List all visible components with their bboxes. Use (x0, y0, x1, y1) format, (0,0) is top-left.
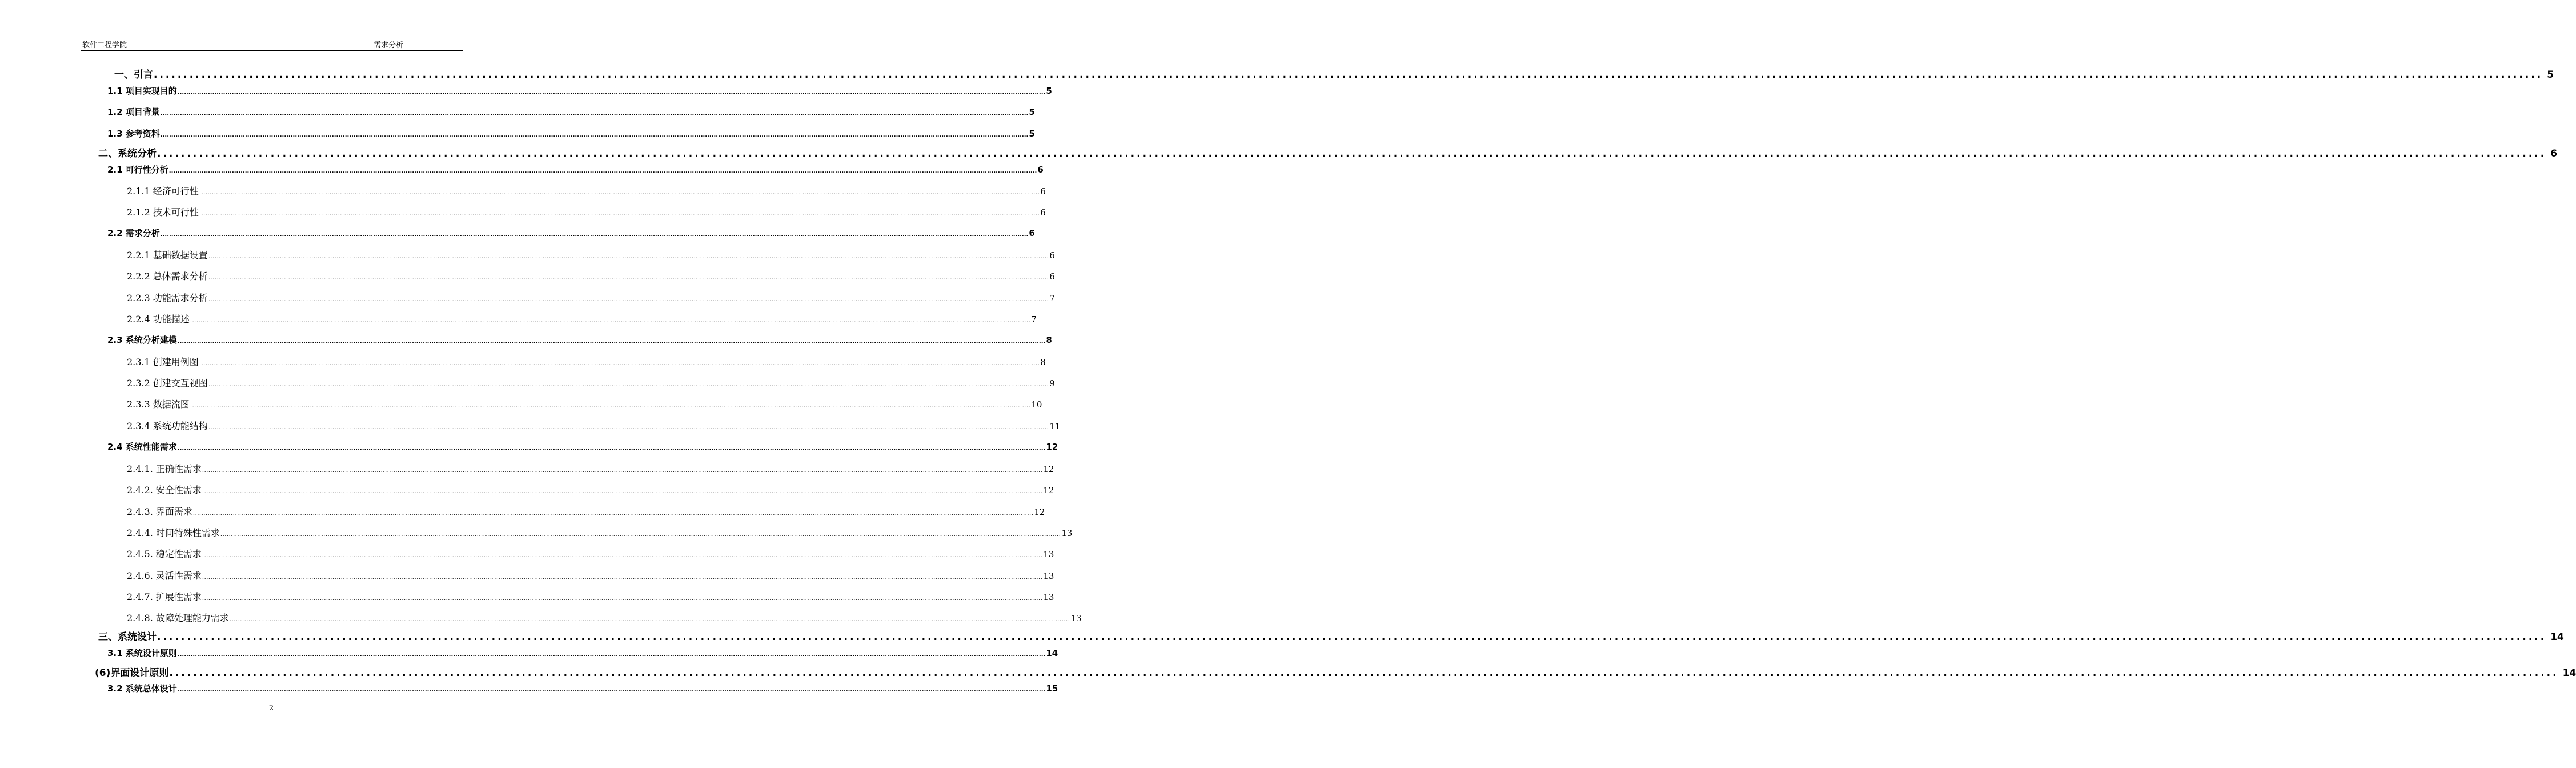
toc-entry[interactable] (114, 66, 2554, 81)
toc-entry-title: 2.2.4 功能描述 (127, 314, 190, 325)
toc-entry[interactable] (127, 505, 1045, 518)
toc-entry-page: 5 (1029, 107, 1035, 117)
toc-entry-title: 2.3.3 数据流图 (127, 399, 190, 410)
toc-entry[interactable] (107, 334, 1052, 347)
toc-entry-title: 一、引言 (114, 69, 153, 81)
toc-entry-title: 2.1.2 技术可行性 (127, 207, 199, 218)
toc-entry[interactable] (127, 526, 1073, 539)
toc-leader-dots: ................................................................................................................................................................................................................................................................................................................................................................................................................ (168, 168, 1037, 174)
toc-entry[interactable] (107, 227, 1035, 241)
toc-entry[interactable] (107, 682, 1058, 696)
toc-leader-dots: ................................................................................................................................................................................................................................................................................................................................................................................................................ (160, 110, 1029, 117)
toc-entry-page: 7 (1049, 293, 1055, 303)
toc-entry-title: 2.1.1 经济可行性 (127, 186, 199, 197)
toc-entry-title: 2.1 可行性分析 (107, 165, 168, 175)
toc-entry[interactable] (127, 205, 1046, 219)
toc-entry-title: 2.4.4. 时间特殊性需求 (127, 527, 220, 538)
toc-leader-dots: ................................................................................................................................................................................................................................................................................................................................................................................................................ (169, 667, 2559, 679)
toc-entry[interactable] (127, 184, 1046, 198)
toc-leader-dots: ................................................................................................................................................................................................................................................................................................................................................................................................................ (177, 338, 1046, 345)
toc-entry-title: 二、系统分析 (98, 148, 157, 159)
toc-leader-dots: ................................................................................................................................................................................................................................................................................................................................................................................................................ (160, 231, 1029, 238)
toc-entry-page: 6 (1040, 207, 1046, 218)
toc-entry-page: 6 (2550, 148, 2558, 159)
toc-entry-page: 13 (1070, 613, 1082, 623)
toc-leader-dots: ................................................................................................................................................................................................................................................................................................................................................................................................................ (160, 132, 1029, 138)
toc-leader-dots: ................................................................................................................................................................................................................................................................................................................................................................................................................ (208, 425, 1049, 431)
toc-entry-title: 1.1 项目实现目的 (107, 86, 177, 96)
toc-entry-page: 13 (1043, 592, 1054, 602)
toc-leader-dots: ................................................................................................................................................................................................................................................................................................................................................................................................................ (157, 148, 2547, 159)
toc-entry-page: 6 (1040, 186, 1046, 197)
toc-entry-page: 6 (1037, 165, 1044, 175)
toc-entry[interactable] (127, 569, 1054, 582)
toc-leader-dots: ................................................................................................................................................................................................................................................................................................................................................................................................................ (202, 489, 1043, 495)
toc-leader-dots: ................................................................................................................................................................................................................................................................................................................................................................................................................ (202, 467, 1043, 474)
toc-leader-dots: ................................................................................................................................................................................................................................................................................................................................................................................................................ (177, 651, 1046, 658)
toc-leader-dots: ................................................................................................................................................................................................................................................................................................................................................................................................................ (190, 403, 1031, 409)
toc-entry-title: 2.2.3 功能需求分析 (127, 293, 208, 303)
toc-entry[interactable] (127, 483, 1054, 497)
toc-leader-dots: ................................................................................................................................................................................................................................................................................................................................................................................................................ (202, 574, 1043, 581)
toc-entry-title: 三、系统设计 (98, 631, 157, 643)
toc-entry[interactable] (127, 355, 1046, 369)
toc-entry[interactable] (127, 291, 1055, 305)
toc-entry-title: 2.2.2 总体需求分析 (127, 271, 208, 282)
toc-entry-title: 2.4.8. 故障处理能力需求 (127, 613, 229, 623)
toc-entry-title: 2.4.3. 界面需求 (127, 506, 192, 517)
toc-entry[interactable] (127, 590, 1054, 603)
toc-entry-page: 11 (1049, 421, 1061, 431)
toc-entry-page: 5 (2547, 69, 2554, 81)
toc-entry-page: 9 (1049, 378, 1055, 389)
toc-entry[interactable] (127, 419, 1061, 433)
toc-entry-title: 2.3.4 系统功能结构 (127, 421, 208, 431)
toc-entry-page: 5 (1046, 86, 1052, 96)
toc-entry[interactable] (127, 462, 1054, 475)
toc-entry-page: 8 (1040, 357, 1046, 367)
toc-entry-page: 12 (1046, 442, 1058, 452)
toc-entry-title: 2.4.1. 正确性需求 (127, 463, 202, 474)
toc-entry-title: 2.4 系统性能需求 (107, 442, 177, 452)
toc-entry-page: 5 (1029, 129, 1035, 139)
header-right-text: 需求分析 (374, 41, 404, 50)
toc-entry-page: 8 (1046, 335, 1052, 345)
toc-entry[interactable] (107, 106, 1035, 119)
toc-entry-page: 12 (1034, 507, 1045, 517)
toc-entry[interactable] (127, 397, 1042, 411)
toc-entry-page: 14 (2562, 667, 2576, 679)
toc-leader-dots: ................................................................................................................................................................................................................................................................................................................................................................................................................ (208, 382, 1049, 388)
toc-entry-page: 6 (1029, 228, 1035, 238)
toc-entry[interactable] (127, 248, 1055, 262)
toc-entry-page: 6 (1049, 271, 1055, 282)
toc-entry-title: 3.2 系统总体设计 (107, 683, 177, 694)
toc-entry[interactable] (107, 441, 1058, 454)
page-header (81, 38, 463, 51)
toc-leader-dots: ................................................................................................................................................................................................................................................................................................................................................................................................................ (199, 211, 1040, 217)
toc-entry[interactable] (127, 312, 1037, 326)
toc-leader-dots: ................................................................................................................................................................................................................................................................................................................................................................................................................ (177, 445, 1046, 451)
toc-entry-page: 10 (1031, 399, 1042, 410)
toc-entry-title: 2.4.6. 灵活性需求 (127, 570, 202, 581)
toc-entry-title: (6)界面设计原则 (95, 667, 169, 679)
toc-entry-page: 6 (1049, 250, 1055, 261)
toc-leader-dots: ................................................................................................................................................................................................................................................................................................................................................................................................................ (202, 595, 1043, 602)
toc-leader-dots: ................................................................................................................................................................................................................................................................................................................................................................................................................ (220, 531, 1061, 538)
toc-entry[interactable] (127, 376, 1055, 390)
toc-entry[interactable] (98, 145, 2558, 159)
toc-entry[interactable] (107, 647, 1058, 661)
toc-entry-page: 15 (1046, 683, 1058, 694)
toc-entry[interactable] (98, 629, 2564, 643)
toc-entry[interactable] (127, 269, 1055, 283)
toc-entry-title: 2.3.1 创建用例图 (127, 357, 199, 367)
toc-entry-page: 14 (1046, 648, 1058, 658)
toc-leader-dots: ................................................................................................................................................................................................................................................................................................................................................................................................................ (177, 89, 1046, 95)
toc-entry-page: 13 (1043, 549, 1054, 559)
toc-entry-title: 2.4.5. 稳定性需求 (127, 549, 202, 559)
toc-leader-dots: ................................................................................................................................................................................................................................................................................................................................................................................................................ (208, 275, 1049, 281)
toc-entry-page: 13 (1043, 571, 1054, 581)
toc-entry-title: 2.2.1 基础数据设置 (127, 250, 208, 261)
toc-entry[interactable] (107, 127, 1035, 141)
toc-leader-dots: ................................................................................................................................................................................................................................................................................................................................................................................................................ (229, 617, 1070, 623)
toc-entry[interactable] (95, 665, 2576, 679)
toc-leader-dots: ................................................................................................................................................................................................................................................................................................................................................................................................................ (177, 687, 1046, 693)
toc-entry-title: 2.3.2 创建交互视图 (127, 378, 208, 389)
page-number: 2 (268, 704, 274, 713)
toc-leader-dots: ................................................................................................................................................................................................................................................................................................................................................................................................................ (202, 553, 1043, 559)
toc-entry-page: 7 (1031, 314, 1037, 325)
toc-entry-page: 12 (1043, 464, 1054, 474)
toc-entry-title: 2.4.2. 安全性需求 (127, 485, 202, 495)
toc-entry-title: 3.1 系统设计原则 (107, 648, 177, 658)
toc-entry-title: 2.4.7. 扩展性需求 (127, 591, 202, 602)
toc-entry-page: 12 (1043, 485, 1054, 495)
toc-entry[interactable] (107, 85, 1052, 98)
toc-entry[interactable] (127, 611, 1082, 625)
toc-leader-dots: ................................................................................................................................................................................................................................................................................................................................................................................................................ (157, 631, 2547, 643)
header-left-text: 软件工程学院 (82, 41, 127, 50)
toc-leader-dots: ................................................................................................................................................................................................................................................................................................................................................................................................................ (192, 510, 1034, 517)
toc-entry-title: 1.2 项目背景 (107, 107, 160, 117)
toc-entry-title: 2.3 系统分析建模 (107, 335, 177, 345)
toc-leader-dots: ................................................................................................................................................................................................................................................................................................................................................................................................................ (154, 69, 2543, 81)
toc-leader-dots: ................................................................................................................................................................................................................................................................................................................................................................................................................ (190, 318, 1031, 324)
toc-entry-title: 2.2 需求分析 (107, 228, 160, 238)
toc-leader-dots: ................................................................................................................................................................................................................................................................................................................................................................................................................ (208, 297, 1049, 303)
toc-leader-dots: ................................................................................................................................................................................................................................................................................................................................................................................................................ (208, 254, 1049, 260)
toc-entry[interactable] (107, 163, 1044, 177)
toc-entry-title: 1.3 参考资料 (107, 129, 160, 139)
toc-leader-dots: ................................................................................................................................................................................................................................................................................................................................................................................................................ (199, 361, 1040, 367)
toc-entry[interactable] (127, 547, 1054, 561)
toc-entry-page: 13 (1061, 528, 1073, 538)
toc-entry-page: 14 (2550, 631, 2564, 643)
toc-leader-dots: ................................................................................................................................................................................................................................................................................................................................................................................................................ (199, 190, 1040, 196)
